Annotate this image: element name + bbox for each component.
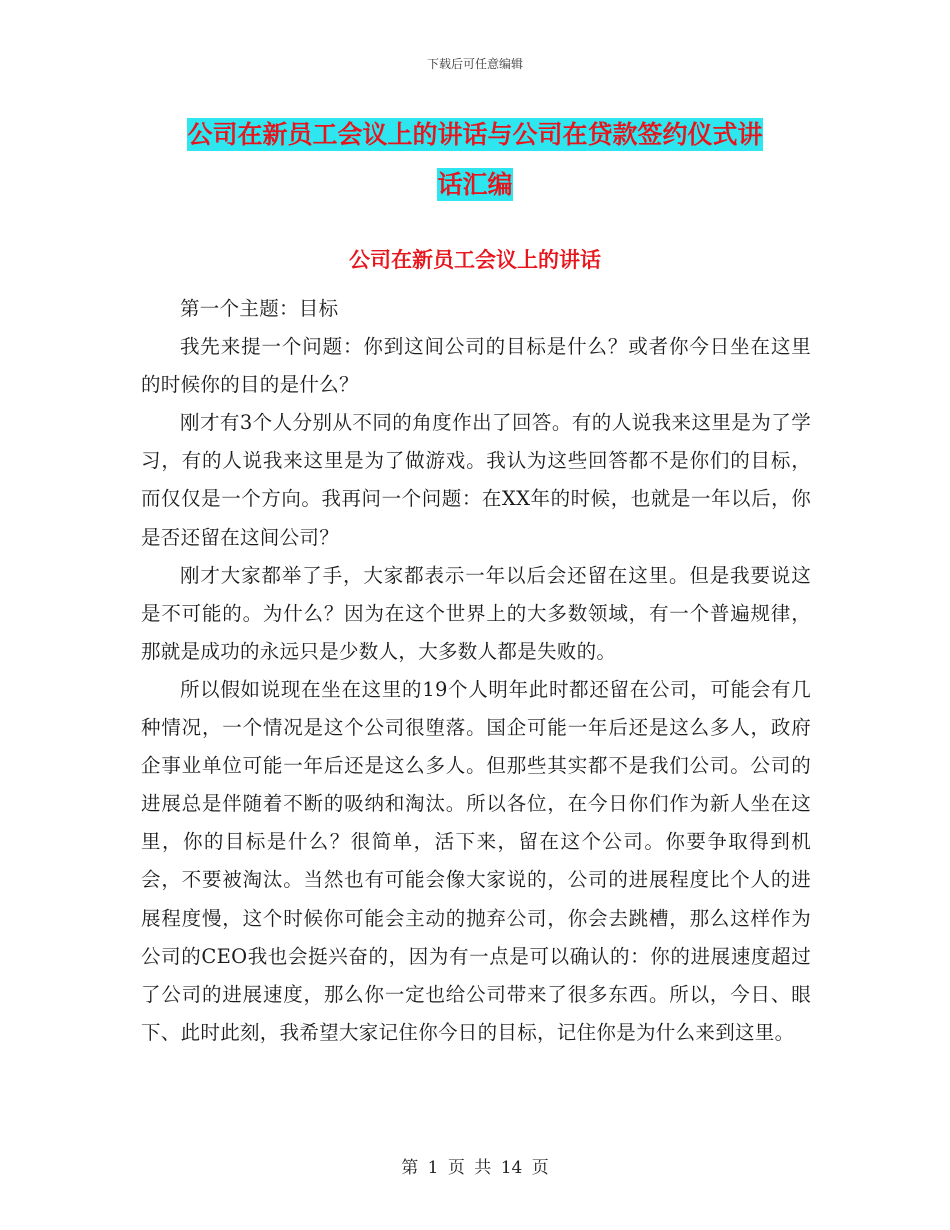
- header-note: 下载后可任意编辑: [426, 57, 523, 71]
- paragraph: 所以假如说现在坐在这里的19个人明年此时都还留在公司，可能会有几种情况，一个情况是这个公司很堕落。国企可能一年后还是这么多人，政府企事业单位可能一年后还是这么多人。但那些其实都不是我们公司。公司的进展总是伴随着不断的吸纳和淘汰。所以各位，在今日你们作为新人坐在这里，你的目标是什么？很简单，活下来，留在这个公司。你要争取得到机会，不要被淘汰。当然也有可能会像大家说的，公司的进展程度比个人的进展程度慢，这个时候你可能会主动的抛弃公司，你会去跳槽，那么这样作为公司的CEO我也会挺兴奋的，因为有一点是可以确认的：你的进展速度超过了公司的进展速度，那么你一定也给公司带来了很多东西。所以，今日、眼下、此时此刻，我希望大家记住你今日的目标，记住你是为什么来到这里。: [141, 677, 811, 1044]
- paragraph-topic: 第一个主题：目标: [180, 297, 339, 320]
- paragraph: 刚才有3个人分别从不同的角度作出了回答。有的人说我来这里是为了学习，有的人说我来这里是为了做游戏。我认为这些回答都不是你们的目标，而仅仅是一个方向。我再问一个问题：在XX年的时候，也就是一年以后，你是否还留在这间公司？: [141, 411, 811, 549]
- page-footer: 第 1 页 共 14 页: [401, 1158, 549, 1178]
- document-title-line2: 话汇编: [437, 170, 513, 199]
- document-title-line1: 公司在新员工会议上的讲话与公司在贷款签约仪式讲: [187, 120, 763, 149]
- document-title: [140, 110, 810, 210]
- paragraph: 我先来提一个问题：你到这间公司的目标是什么？或者你今日坐在这里的时候你的目的是什么？: [141, 335, 811, 397]
- paragraph: 刚才大家都举了手，大家都表示一年以后会还留在这里。但是我要说这是不可能的。为什么？因为在这个世界上的大多数领域，有一个普遍规律，那就是成功的永远只是少数人，大多数人都是失败的。: [141, 563, 811, 663]
- section-title: 公司在新员工会议上的讲话: [349, 248, 601, 272]
- body-text: [141, 290, 811, 1052]
